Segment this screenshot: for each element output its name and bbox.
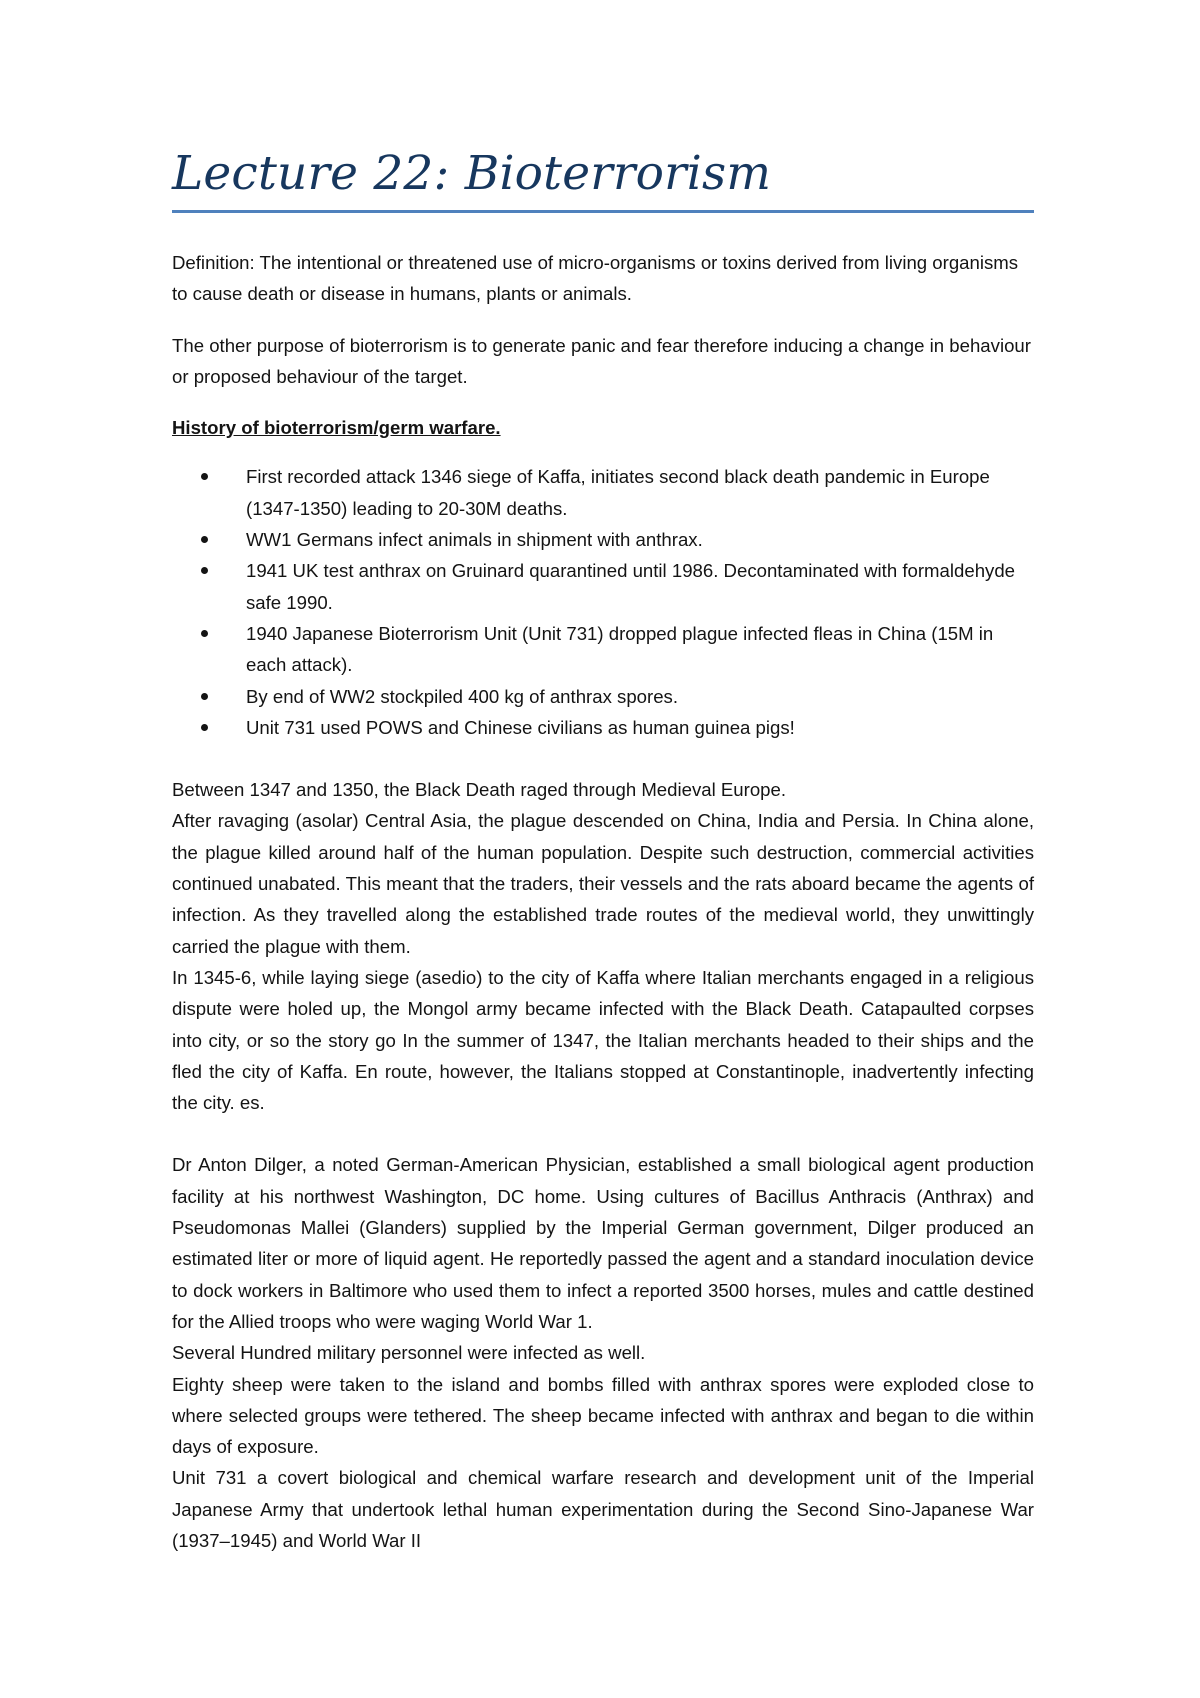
- unit-731-paragraph: Unit 731 a covert biological and chemical warfare research and development unit of the Imperial Japanese Army that undertook lethal human experimentation during the Second Sino-Japanese War (1937–1945) and World War II: [172, 1467, 1034, 1551]
- history-bullet-item: [172, 461, 1034, 524]
- history-bullet-item: [172, 524, 1034, 555]
- dilger-paragraph: Dr Anton Dilger, a noted German-American Physician, established a small biological agent production facility at his northwest Washington, DC home. Using cultures of Bacillus Anthracis (Anthrax) and Pseudomonas Mallei (Glanders) supplied by the Imperial German government, Dilger produced an estimated liter or more of liquid agent. He reportedly passed the agent and a standard inoculation device to dock workers in Baltimore who used them to infect a reported 3500 horses, mules and cattle destined for the Allied troops who were waging World War 1.: [172, 1154, 1034, 1332]
- history-heading: History of bioterrorism/germ warfare.: [172, 417, 501, 439]
- history-bullet-item: [172, 681, 1034, 712]
- personnel-paragraph: Several Hundred military personnel were infected as well.: [172, 1342, 646, 1364]
- black-death-spread-paragraph: After ravaging (asolar) Central Asia, the plague descended on China, India and Persia. In China alone, the plague killed around half of the human population. Despite such destruction, commercial activities continued unabated. This meant that the traders, their vessels and the rats aboard became the agents of infection. As they travelled along the established trade routes of the medieval world, they unwittingly carried the plague with them.: [172, 810, 1034, 957]
- history-bullet-list: [172, 461, 1034, 743]
- sheep-paragraph: Eighty sheep were taken to the island and bombs filled with anthrax spores were exploded close to where selected groups were tethered. The sheep became infected with anthrax and began to die within days of exposure.: [172, 1373, 1034, 1458]
- title-underline-rule: [172, 210, 1034, 213]
- page-title: Lecture 22: Bioterrorism: [172, 146, 772, 201]
- bullet-icon: [201, 567, 208, 574]
- history-bullet-text: Unit 731 used POWS and Chinese civilians as human guinea pigs!: [246, 716, 795, 738]
- document-body: [172, 247, 1034, 1556]
- history-bullet-text: 1941 UK test anthrax on Gruinard quarantined until 1986. Decontaminated with formaldehyde safe 1990.: [246, 560, 1016, 613]
- purpose-paragraph: The other purpose of bioterrorism is to generate panic and fear therefore inducing a change in behaviour or proposed behaviour of the target.: [172, 334, 1031, 387]
- bullet-icon: [201, 536, 208, 543]
- history-bullet-text: 1940 Japanese Bioterrorism Unit (Unit 731) dropped plague infected fleas in China (15M in each attack).: [246, 622, 994, 676]
- bullet-icon: [201, 630, 208, 637]
- bullet-icon: [201, 473, 208, 480]
- kaffa-siege-paragraph: In 1345-6, while laying siege (asedio) to the city of Kaffa where Italian merchants engaged in a religious dispute were holed up, the Mongol army became infected with the Black Death. Catapaulted corpses into city, or so the story go In the summer of 1347, the Italian merchants headed to their ships and the fled the city of Kaffa. En route, however, the Italians stopped at Constantinople, inadvertently infecting the city. es.: [172, 966, 1034, 1114]
- history-bullet-text: First recorded attack 1346 siege of Kaffa, initiates second black death pandemic in Europe (1347-1350) leading to 20-30M deaths.: [246, 466, 990, 519]
- history-bullet-text: By end of WW2 stockpiled 400 kg of anthrax spores.: [246, 685, 679, 707]
- history-bullet-item: [172, 618, 1034, 681]
- bullet-icon: [201, 693, 208, 700]
- definition-paragraph: Definition: The intentional or threatened use of micro-organisms or toxins derived from living organisms to cause death or disease in humans, plants or animals.: [172, 252, 1019, 305]
- history-bullet-item: [172, 555, 1034, 618]
- history-bullet-item: [172, 712, 1034, 743]
- paragraph-spacer: [172, 1118, 1034, 1149]
- bullet-icon: [201, 724, 208, 731]
- black-death-intro-paragraph: Between 1347 and 1350, the Black Death raged through Medieval Europe.: [172, 779, 787, 801]
- history-bullet-text: WW1 Germans infect animals in shipment with anthrax.: [246, 529, 703, 551]
